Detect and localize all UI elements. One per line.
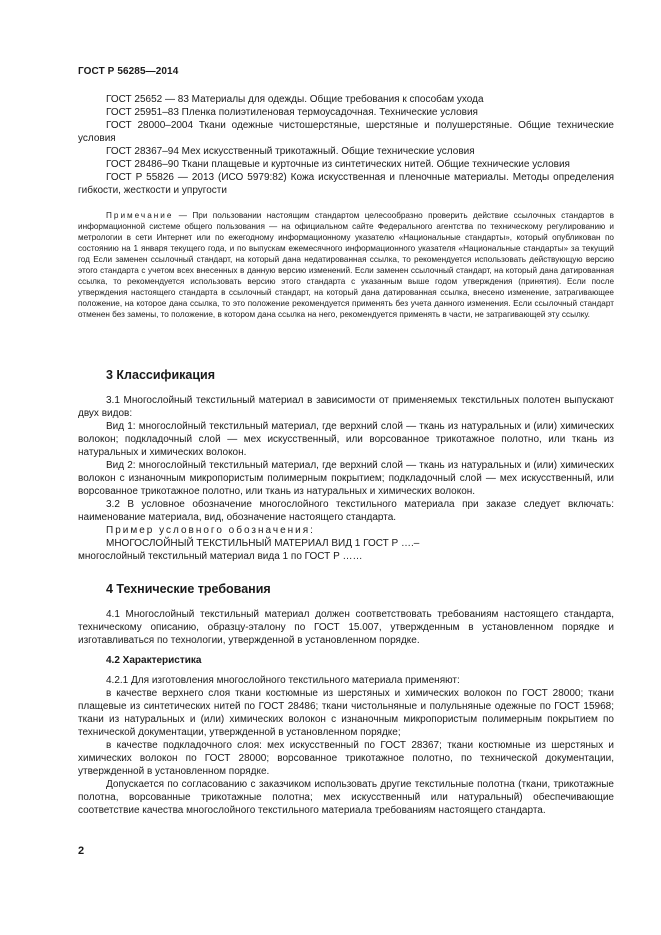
normative-references-list <box>78 93 614 197</box>
reference-item: ГОСТ 25652 — 83 Материалы для одежды. Общие требования к способам ухода <box>106 94 484 105</box>
page-number: 2 <box>78 845 85 857</box>
paragraph: 3.2 В условное обозначение многослойного текстильного материала при заказе следует включать: наименование материала, вид, обозначение настоящего стандарта. <box>78 499 614 523</box>
document-header: ГОСТ Р 56285—2014 <box>78 66 179 77</box>
note-block <box>78 210 614 320</box>
reference-item: ГОСТ 28486–90 Ткани плащевые и курточные из синтетических нитей. Общие технические условия <box>106 159 570 170</box>
section-heading: 4 Технические требования <box>106 582 271 596</box>
section-heading: 3 Классификация <box>106 368 216 382</box>
note-text: — При пользовании настоящим стандартом целесообразно проверить действие ссылочных стандартов в информационной системе общего пользования — на официальном сайте Федерального агентства по техническому регулированию и метрологии в сети Интернет или по ежегодному информационному указателю «Национальные стандарты», который опубликован по состоянию на 1 января текущего года, и по выпускам ежемесячного информационного указателя «Национальные стандарты» за текущий год Если заменен ссылочный стандарт, на который дана недатированная ссылка, то рекомендуется использовать действующую версию этого стандарта с учетом всех внесенных в данную версию изменений. Если заменен ссылочный стандарт, на который дана датированная ссылка, то рекомендуется использовать версию этого стандарта с указанным выше годом утверждения (принятия). Если после утверждения настоящего стандарта в ссылочный стандарт, на который дана датированная ссылка, внесено изменение, затрагивающее положение, на которое дана ссылка, то это положение рекомендуется применять без учета данного изменения. Если ссылочный стандарт отменен без замены, то положение, в котором дана ссылка на него, рекомендуется применять в части, не затрагивающей эту ссылку. <box>78 211 614 319</box>
note-paragraph <box>78 210 614 320</box>
section-3 <box>78 368 614 563</box>
paragraph: 4.2.1 Для изготовления многослойного текстильного материала применяют: <box>106 675 460 686</box>
paragraph: Вид 2: многослойный текстильный материал, где верхний слой — ткань из натуральных и (или) химических волокон с изнаночным микропористым полимерным покрытием; подкладочный слой — мех искусственный, или ворсованное трикотажное полотно, или ткань из натуральных и химических волокон. <box>78 460 614 497</box>
subsection-heading: 4.2 Характеристика <box>106 655 202 666</box>
paragraph: 4.1 Многослойный текстильный материал должен соответствовать требованиям настоящего стандарта, техническому описанию, образцу-эталону по ГОСТ 15.007, утвержденным в установленном порядке и изготавливаться по технологии, утвержденной в установленном порядке. <box>78 609 614 646</box>
reference-item: ГОСТ 25951–83 Пленка полиэтиленовая термоусадочная. Технические условия <box>106 107 478 118</box>
paragraph: в качестве верхнего слоя ткани костюмные из шерстяных и химических волокон по ГОСТ 28000; ткани плащевые из синтетических нитей по ГОСТ 28486; ткани чистольняные и полульняные одежные по ГОСТ 15968; ткани из натуральных и (или) химических волокон с изнаночным микропористым полимерным покрытием по технической документации, утвержденной в установленном порядке; <box>78 688 614 738</box>
paragraph: в качестве подкладочного слоя: мех искусственный по ГОСТ 28367; ткани костюмные из шерстяных и химических волокон по ГОСТ 28000; ворсованное трикотажное полотно, по технической документации, утвержденной в установленном порядке. <box>78 740 614 777</box>
paragraph: Допускается по согласованию с заказчиком использовать другие текстильные полотна (ткани, трикотажные полотна, ворсованные трикотажные полотна; мех искусственный или натуральный) обеспечивающие соответствие качества многослойного текстильного материала требованиям настоящего стандарта. <box>78 779 614 816</box>
reference-item: ГОСТ 28000–2004 Ткани одежные чистошерстяные, шерстяные и полушерстяные. Общие технические условия <box>78 120 614 144</box>
example-label: Пример условного обозначения: <box>106 525 315 536</box>
paragraph: Вид 1: многослойный текстильный материал, где верхний слой — ткань из натуральных и (или) химических волокон; подкладочный слой — мех искусственный, или ворсованное трикотажное полотно, или ткань из натуральных и химических волокон. <box>78 421 614 458</box>
example-line: многослойный текстильный материал вида 1 по ГОСТ Р …… <box>78 551 363 562</box>
reference-item: ГОСТ 28367–94 Мех искусственный трикотажный. Общие технические условия <box>106 146 475 157</box>
note-label: Примечание <box>106 211 174 220</box>
example-line: МНОГОСЛОЙНЫЙ ТЕКСТИЛЬНЫЙ МАТЕРИАЛ ВИД 1 ГОСТ Р ….– <box>106 538 420 549</box>
reference-item: ГОСТ Р 55826 — 2013 (ИСО 5979:82) Кожа искусственная и пленочные материалы. Методы определения гибкости, жесткости и упругости <box>78 172 614 196</box>
paragraph: 3.1 Многослойный текстильный материал в зависимости от применяемых текстильных полотен выпускают двух видов: <box>78 395 614 419</box>
section-4 <box>78 582 614 817</box>
